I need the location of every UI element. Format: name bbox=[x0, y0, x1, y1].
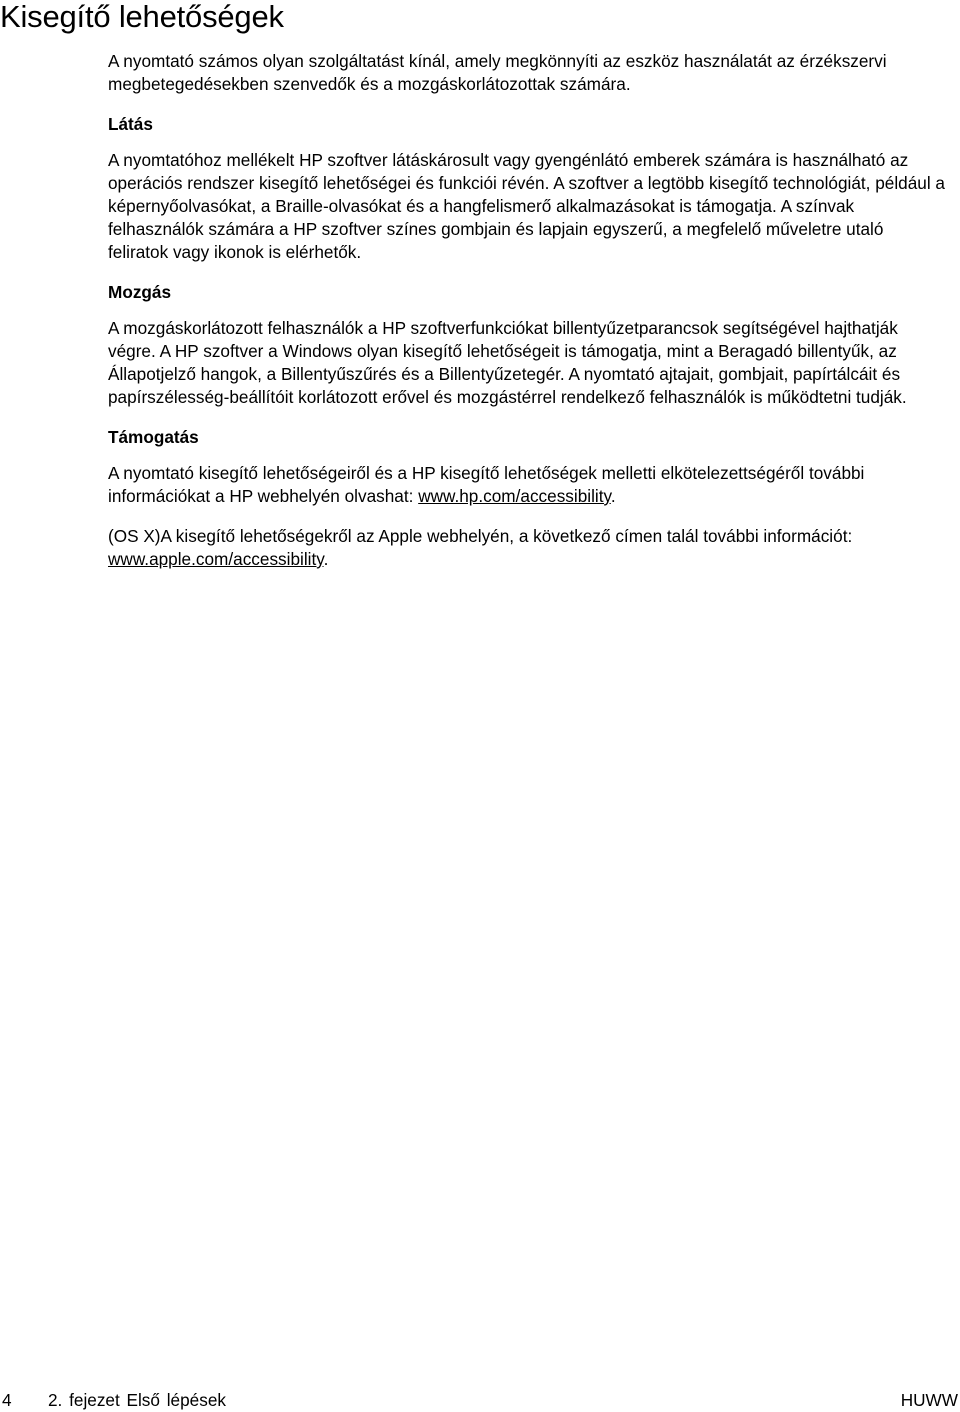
vision-heading: Látás bbox=[108, 114, 153, 134]
support-paragraph-apple-end: . bbox=[323, 549, 329, 569]
footer-chapter: 2. fejezet Első lépések bbox=[48, 1390, 226, 1410]
support-paragraph-apple-text: (OS X)A kisegítő lehetőségekről az Apple webhelyén, a következő címen talál további információt: bbox=[108, 526, 853, 546]
document-body bbox=[108, 50, 948, 571]
mobility-heading: Mozgás bbox=[108, 282, 172, 302]
page-title: Kisegítő lehetőségek bbox=[0, 0, 284, 34]
page-footer bbox=[0, 1388, 960, 1412]
support-paragraph-apple bbox=[108, 525, 948, 571]
apple-accessibility-link[interactable]: www.apple.com/accessibility bbox=[108, 549, 324, 569]
support-paragraph-hp-end: . bbox=[610, 486, 616, 506]
hp-accessibility-link[interactable]: www.hp.com/accessibility bbox=[418, 486, 611, 506]
support-paragraph-hp bbox=[108, 462, 948, 508]
intro-paragraph: A nyomtató számos olyan szolgáltatást kínál, amely megkönnyíti az eszköz használatát az érzékszervi megbetegedésekben szenvedők és a mozgáskorlátozottak számára. bbox=[108, 51, 887, 94]
mobility-paragraph: A mozgáskorlátozott felhasználók a HP szoftverfunkciókat billentyűzetparancsok segítségével hajthatják végre. A HP szoftver a Windows olyan kisegítő lehetőségeit is támogatja, mint a Beragadó billentyűk, az Állapotjelző hangok, a Billentyűszűrés és a Billentyűzetegér. A nyomtató ajtajait, gombjait, papírtálcáit és papírszélesség-beállítóit korlátozott erővel és mozgástérrel rendelkező felhasználók is működtetni tudják. bbox=[108, 318, 907, 407]
footer-doc-code: HUWW bbox=[900, 1390, 958, 1410]
footer-page-number: 4 bbox=[2, 1390, 12, 1410]
vision-paragraph: A nyomtatóhoz mellékelt HP szoftver látáskárosult vagy gyengénlátó emberek számára is használható az operációs rendszer kisegítő lehetőségei és funkciói révén. A szoftver a legtöbb kisegítő technológiát, például a képernyőolvasókat, a Braille-olvasókat és a hangfelismerő alkalmazásokat is támogatja. A színvak felhasználók számára a HP szoftver színes gombjain és lapjain egyszerű, a megfelelő műveletre utaló feliratok vagy ikonok is elérhetők. bbox=[108, 150, 945, 262]
support-heading: Támogatás bbox=[108, 427, 199, 447]
support-paragraph-hp-text: A nyomtató kisegítő lehetőségeiről és a HP kisegítő lehetőségek melletti elkötelezettségéről további információkat a HP webhelyén olvashat: bbox=[108, 463, 865, 506]
